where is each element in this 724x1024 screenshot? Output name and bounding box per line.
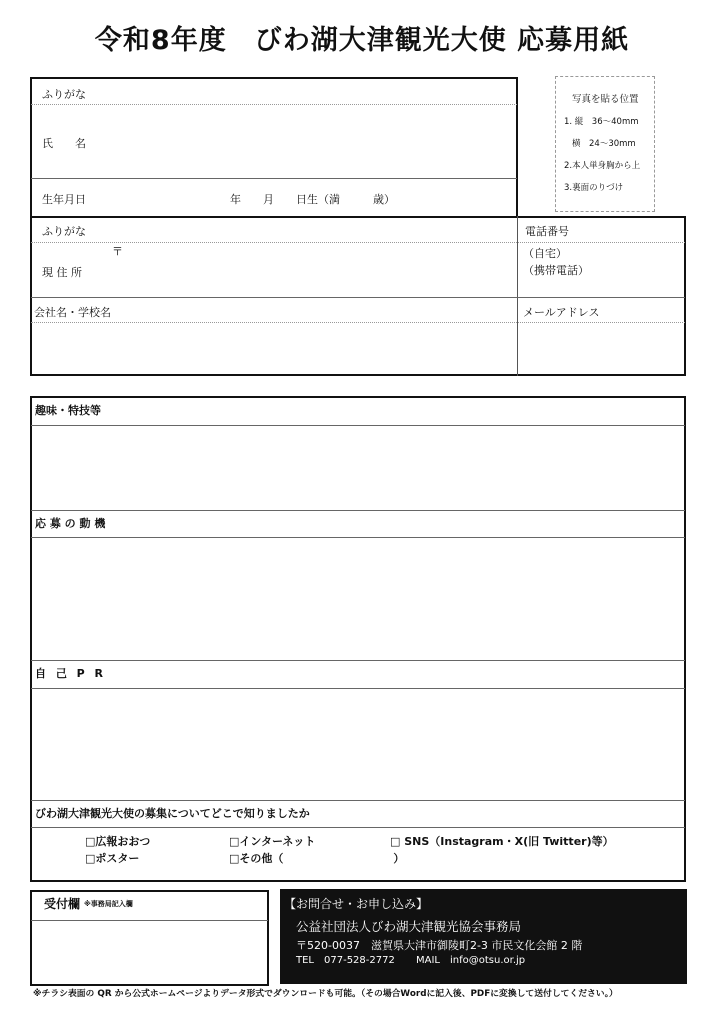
divider: [31, 827, 685, 828]
motivation-label: 応 募 の 動 機: [35, 517, 106, 530]
divider: [31, 800, 685, 801]
photo-line2: 横 24〜30mm: [572, 139, 636, 149]
contact-mail-label: MAIL: [416, 955, 440, 966]
divider: [31, 178, 517, 179]
birthdate-label: 生年月日: [42, 193, 86, 206]
contact-heading: 【お問合せ・お申し込み】: [284, 897, 429, 911]
option-koho-otsu[interactable]: □広報おおつ: [85, 835, 151, 848]
phone-home-label: （自宅）: [523, 247, 567, 260]
contact-org: 公益社団法人びわ湖大津観光協会事務局: [296, 919, 522, 934]
reception-note: ※事務局記入欄: [84, 900, 133, 908]
option-other[interactable]: □その他（ ）: [229, 852, 405, 865]
name-field[interactable]: [100, 108, 510, 174]
company-label: 会社名・学校名: [34, 306, 111, 319]
divider: [31, 297, 685, 298]
divider: [31, 537, 685, 538]
source-question: びわ湖大津観光大使の募集についてどこで知りましたか: [35, 807, 310, 820]
self-pr-field[interactable]: [34, 692, 682, 796]
reception-label: 受付欄: [44, 897, 81, 911]
hobbies-label: 趣味・特技等: [35, 404, 101, 417]
contact-box: [280, 889, 687, 984]
contact-tel: 077-528-2772: [324, 955, 395, 966]
company-field[interactable]: [34, 326, 512, 372]
footnote: ※チラシ表面の QR から公式ホームページよりデータ形式でダウンロードも可能。（その場合Wordに記入後、PDFに変換して送付してください。）: [33, 989, 618, 999]
contact-address: 〒520-0037 滋賀県大津市御陵町2-3 市民文化会館 2 階: [296, 939, 583, 952]
option-poster[interactable]: □ポスター: [85, 852, 140, 865]
motivation-field[interactable]: [34, 541, 682, 657]
contact-tel-label: TEL: [296, 955, 314, 966]
photo-line3: 2.本人単身胸から上: [564, 161, 641, 171]
photo-line1: 1. 縦 36〜40mm: [564, 117, 639, 127]
address-furigana-label: ふりがな: [42, 225, 86, 238]
divider: [31, 104, 517, 105]
page-title: 令和8年度 びわ湖大津観光大使 応募用紙: [94, 25, 630, 56]
address-field[interactable]: [100, 245, 510, 295]
divider: [31, 510, 685, 511]
phone-mobile-field[interactable]: [590, 261, 680, 279]
email-label: メールアドレス: [523, 306, 600, 319]
self-pr-label: 自 己 P R: [35, 667, 107, 680]
divider: [31, 322, 685, 323]
postal-mark: 〒: [112, 245, 123, 258]
address-furigana-field[interactable]: [100, 219, 510, 241]
address-label: 現 住 所: [42, 266, 82, 279]
divider: [31, 688, 685, 689]
divider: [31, 425, 685, 426]
divider: [31, 660, 685, 661]
phone-home-field[interactable]: [570, 243, 680, 261]
photo-placement-box: [555, 76, 655, 212]
phone-label: 電話番号: [525, 225, 569, 238]
furigana-name-field[interactable]: [100, 80, 510, 102]
phone-mobile-label: （携帯電話）: [523, 264, 589, 277]
name-label: 氏 名: [42, 137, 86, 150]
hobbies-field[interactable]: [34, 429, 682, 507]
divider: [31, 920, 268, 921]
email-field[interactable]: [521, 326, 681, 372]
divider: [517, 216, 518, 376]
photo-heading: 写真を貼る位置: [572, 94, 639, 105]
option-sns[interactable]: □ SNS（Instagram・X(旧 Twitter)等）: [390, 835, 614, 848]
option-internet[interactable]: □インターネット: [229, 835, 316, 848]
contact-mail-link[interactable]: info@otsu.or.jp: [450, 955, 526, 966]
birthdate-format: 年 月 日生（満 歳）: [230, 193, 395, 206]
photo-line4: 3.裏面のりづけ: [564, 183, 624, 193]
furigana-label: ふりがな: [42, 88, 86, 101]
birthdate-field[interactable]: [100, 182, 510, 212]
